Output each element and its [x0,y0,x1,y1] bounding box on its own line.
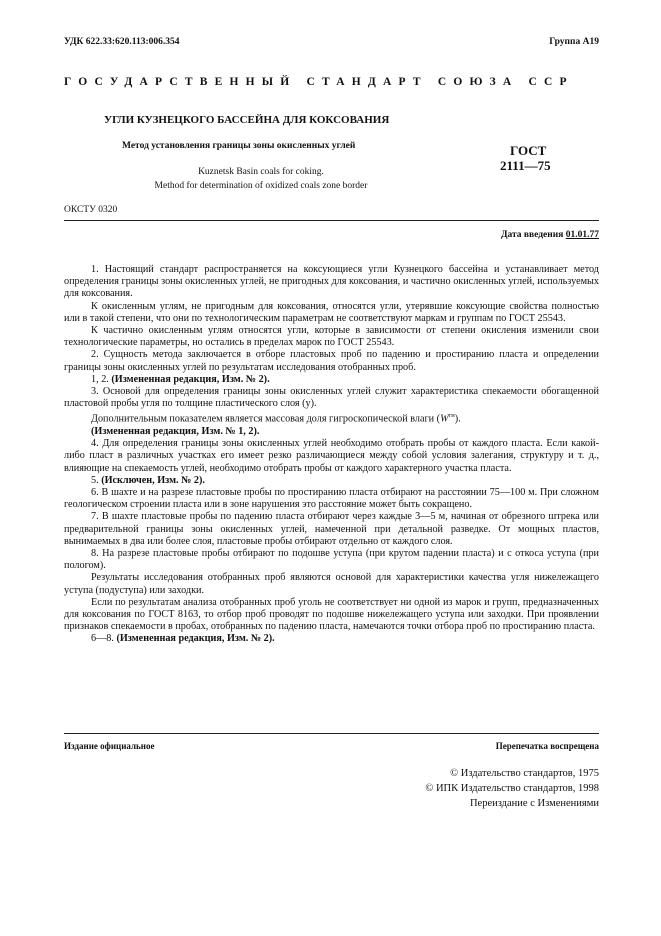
divider-bottom [64,733,599,734]
paragraph: 8. На разрезе пластовые пробы отбирают по подошве уступа (при крутом падении пласта) и с откоса уступа (при пологом). [64,548,599,572]
gost-number: 2111—75 [500,158,551,173]
english-title [126,165,396,193]
amendment-note: 6—8. (Измененная редакция, Изм. № 2). [91,633,275,645]
document-subtitle: Метод установления границы зоны окисленных углей [122,141,356,151]
english-title-line2: Method for determination of oxidized coals zone border [154,181,368,191]
amendment-note: 1, 2. (Измененная редакция, Изм. № 2). [91,373,270,385]
paragraph: Результаты исследования отобранных проб являются основой для характеристики качества угля нижележащего уступа (подуступа) или заходки. [64,572,599,596]
paragraph: 1. Настоящий стандарт распространяется на коксующиеся угли Кузнецкого бассейна и устанавливает метод определения границы зоны окисленных углей, не пригодных для коксования, и частично окисленных углей, используемых для коксования. [64,264,599,300]
paragraph: 3. Основой для определения границы зоны окисленных углей служит характеристика спекаемости обогащенной пластовой пробы угля по толщине пластического слоя (y). [64,386,599,410]
document-body [64,264,599,646]
okstu-code: ОКСТУ 0320 [64,205,118,215]
copyright-line: © Издательство стандартов, 1975 [450,768,599,779]
paragraph: 6. В шахте и на разрезе пластовые пробы по простиранию пласта отбирают на расстоянии 75—100 м. При сложном геологическом строении пласта или в зоне нарушения это расстояние может быть сокращено. [64,487,599,511]
effective-date-label: Дата введения [500,230,564,240]
paragraph: К окисленным углям, не пригодным для коксования, относятся угли, утерявшие коксующие свойства полностью или в такой степени, что они по технологическим параметрам не соответствуют маркам и группам по ГОСТ 25543. [64,300,599,324]
copyright-block [425,766,599,811]
paragraph: 4. Для определения границы зоны окисленных углей необходимо отобрать пробы от каждого пласта. Если какой-либо пласт в различных участках его имеет резко различающиеся между собой условия залегания, структуру и т. д., влияющие на спекаемость углей, необходимо отобрать пробы от каждого характерного участка пласта. [64,438,599,474]
official-edition-label: Издание официальное [64,741,155,751]
divider-top [64,220,599,221]
reissue-note: Переиздание с Изменениями [469,798,599,809]
udk-code: УДК 622.33:620.113:006.354 [64,37,180,47]
amendment-note: 5. (Исключен, Изм. № 2). [91,474,205,486]
paragraph: Дополнительным показателем является массовая доля гигроскопической влаги $(W^{ги})$. [91,412,461,425]
amendment-note: (Измененная редакция, Изм. № 1, 2). [91,426,260,438]
reprint-prohibited-label: Перепечатка воспрещена [495,741,599,751]
paragraph: 7. В шахте пластовые пробы по падению пласта отбирают через каждые 3—5 м, начиная от обрезного штрека или предварительной границы зоны окисленных углей, намеченной при детальной разведке. От мощных пластов, вынимаемых в два или более слоя, пластовые пробы отбирают отдельно от каждого слоя. [64,511,599,547]
group-code: Группа А19 [549,37,599,47]
paragraph: К частично окисленным углям относятся угли, которые в зависимости от степени окисления изменили свои технологические параметры, но остались в пределах марок по ГОСТ 25543. [64,325,599,349]
document-title: УГЛИ КУЗНЕЦКОГО БАССЕЙНА ДЛЯ КОКСОВАНИЯ [104,114,390,126]
effective-date [501,230,599,240]
copyright-line: © ИПК Издательство стандартов, 1998 [425,783,599,794]
standard-banner: ГОСУДАРСТВЕННЫЙ СТАНДАРТ СОЮЗА ССР [64,76,574,88]
english-title-line1: Kuznetsk Basin coals for coking. [198,167,324,177]
paragraph: Если по результатам анализа отобранных проб уголь не соответствует ни одной из марок и групп, предназначенных для коксования по ГОСТ 8163, то отбор проб проводят по подошве нижележащего уступа или заходки. При проявлении признаков спекаемости в пробах, отобранных по падению пласта, намечаются точки отбора проб по простиранию пласта. [64,596,599,633]
paragraph: 2. Сущность метода заключается в отборе пластовых проб по падению и простиранию пласта и определении границы зоны окисленных углей по результатам исследования отобранных проб. [64,349,599,373]
gost-label: ГОСТ [510,143,547,158]
effective-date-value: 01.01.77 [565,230,599,240]
moisture-symbol: W [440,413,449,425]
